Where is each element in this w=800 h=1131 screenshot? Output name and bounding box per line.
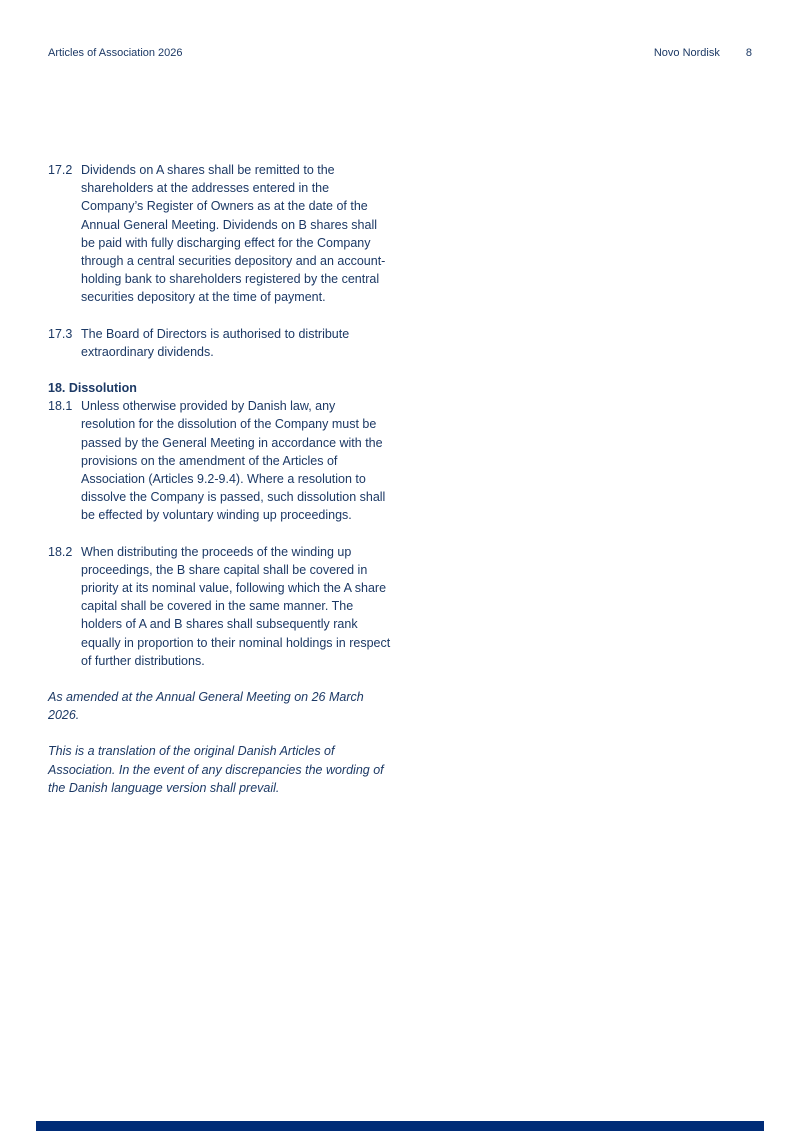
clause-17-3 bbox=[48, 325, 394, 361]
clause-text: Unless otherwise provided by Danish law, any resolution for the dissolution of the Company must be passed by the General Meeting in accordance with the provisions on the amendment of the Articles of Association (Articles 9.2-9.4). Where a resolution to dissolve the Company is passed, such dissolution shall be effected by voluntary winding up proceedings. bbox=[81, 399, 386, 523]
clause-text: The Board of Directors is authorised to distribute extraordinary dividends. bbox=[81, 326, 350, 359]
document-body bbox=[48, 161, 394, 797]
amendment-note: As amended at the Annual General Meeting on 26 March 2026. bbox=[48, 690, 364, 723]
header-company-name: Novo Nordisk bbox=[653, 47, 720, 59]
clause-18-2 bbox=[48, 543, 394, 670]
clause-number: 18.1 bbox=[48, 399, 73, 414]
header-page-number: 8 bbox=[745, 47, 752, 59]
clause-number: 17.2 bbox=[48, 163, 73, 177]
header-right bbox=[654, 47, 752, 60]
clause-17-2 bbox=[48, 161, 394, 307]
clause-text: When distributing the proceeds of the winding up proceedings, the B share capital shall be covered in priority at its nominal value, following which the A share capital shall be covered in the same manner. The holders of A and B shares shall subsequently rank equally in proportion to their nominal holdings in respect of further distributions. bbox=[81, 544, 391, 668]
footer-accent-bar bbox=[36, 1121, 764, 1131]
clause-text: Dividends on A shares shall be remitted to the shareholders at the addresses entered in the Company’s Register of Owners as at the date of the Annual General Meeting. Dividends on B shares shall be paid with fully discharging effect for the Company through a central securities depository and an account-holding bank to shareholders registered by the central securities depository at the time of payment. bbox=[81, 163, 386, 305]
section-heading-dissolution: 18. Dissolution bbox=[48, 381, 137, 396]
page-header bbox=[48, 47, 752, 60]
clause-number: 18.2 bbox=[48, 544, 73, 559]
header-doc-title: Articles of Association 2026 bbox=[48, 47, 183, 59]
clause-number: 17.3 bbox=[48, 326, 73, 341]
clause-18-1 bbox=[48, 397, 394, 524]
translation-note: This is a translation of the original Danish Articles of Association. In the event of any discrepancies the wording of the Danish language version shall prevail. bbox=[48, 744, 384, 795]
